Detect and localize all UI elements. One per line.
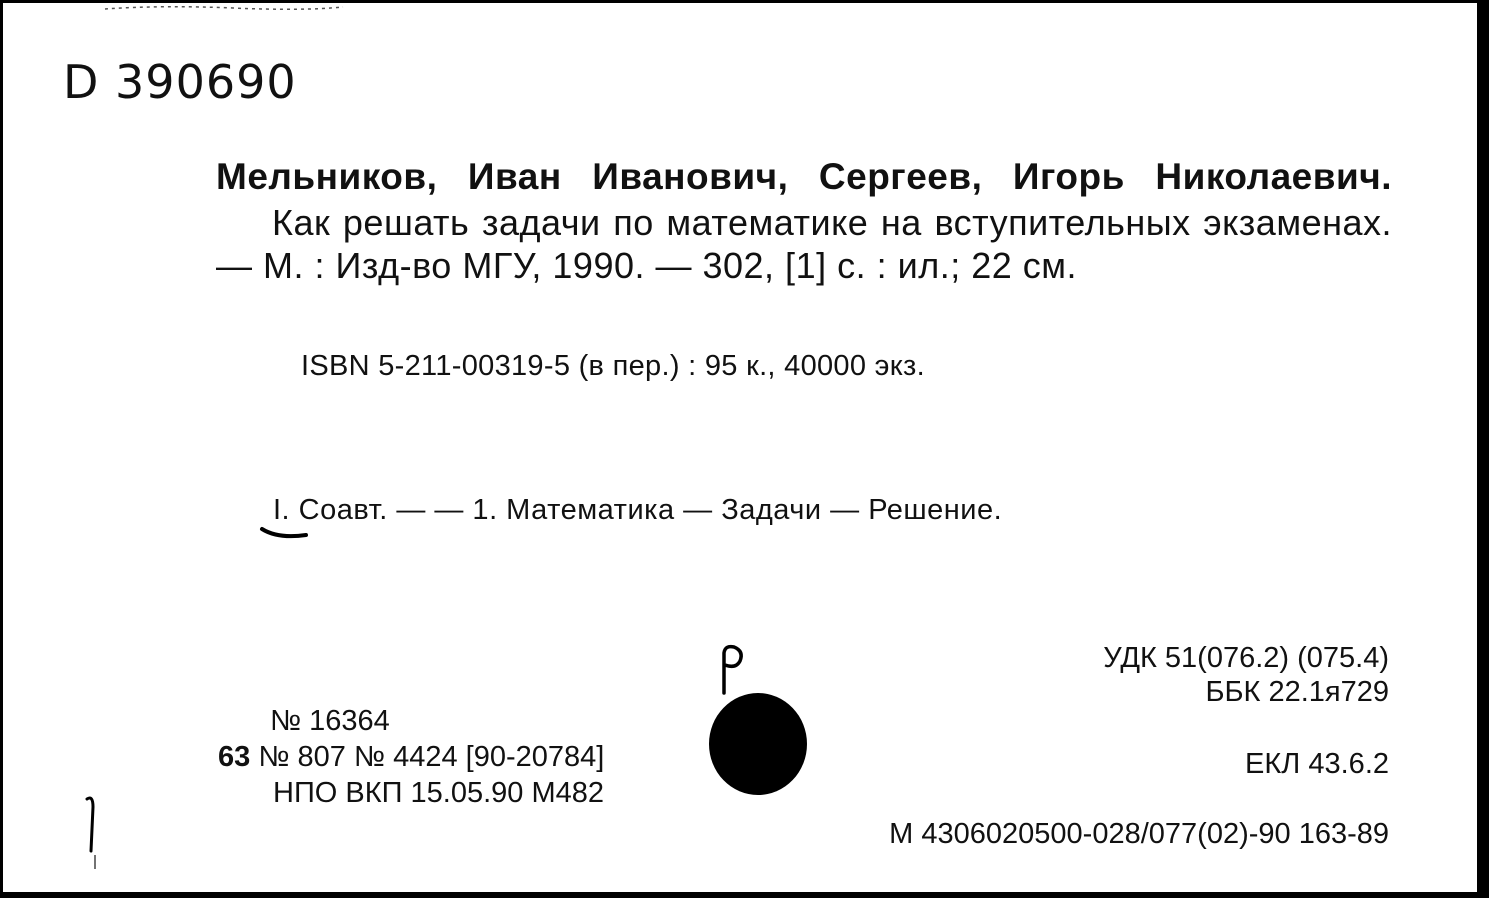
tracing-line: I. Соавт. — — 1. Математика — Задачи — Решение. [273,494,1003,526]
number-line-2-rest: № 807 № 4424 [90-20784] [250,741,605,773]
entry-heading: Мельников, Иван Иванович, Сергеев, Игорь Николаевич. [216,156,1392,197]
bbk-code: ББК 22.1я729 [1205,676,1389,708]
registration-numbers [218,703,604,811]
number-line-3: НПО ВКП 15.05.90 М482 [273,777,605,809]
handwritten-underline-mark [258,523,318,543]
inventory-number: D 390690 [63,55,297,109]
catalog-card [3,3,1477,892]
number-line-2-bold: 63 [218,741,251,773]
number-line-1: № 16364 [270,705,390,737]
bibliographic-entry [216,153,1392,287]
handwritten-p-mark [716,643,750,697]
udk-code: УДК 51(076.2) (075.4) [1103,642,1389,674]
number-line-2 [218,739,604,775]
isbn-line: ISBN 5-211-00319-5 (в пер.) : 95 к., 40000 экз. [301,350,926,382]
classification-block [1103,641,1389,709]
margin-pencil-mark [81,793,105,873]
top-scratch-mark [103,3,363,15]
ekl-code: ЕКЛ 43.6.2 [1245,748,1389,780]
m-code: М 4306020500-028/077(02)-90 163-89 [889,818,1389,850]
ink-stamp-dot [709,693,807,795]
entry-description: Как решать задачи по математике на вступительных экзаменах. — М. : Изд-во МГУ, 1990. — 302, [1] с. : ил.; 22 см. [216,202,1392,286]
